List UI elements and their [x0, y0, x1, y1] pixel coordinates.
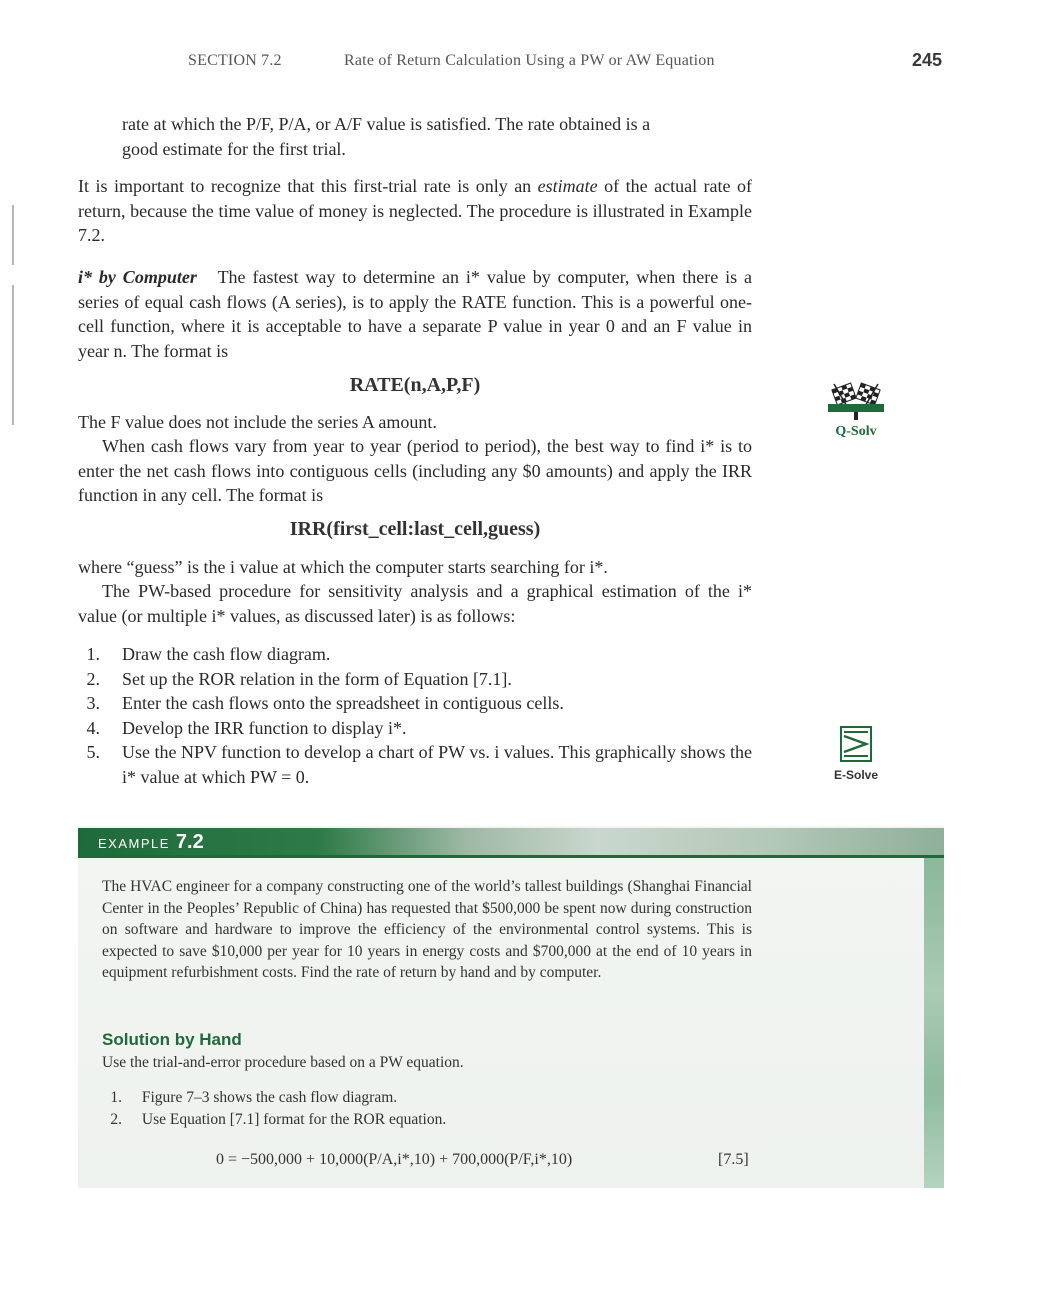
list-item-number: 1.: [86, 644, 100, 664]
paragraph-by-computer-heading: i* by Computer: [78, 267, 197, 287]
paragraph-by-computer: [78, 265, 752, 363]
list-item-number: 3.: [86, 693, 100, 713]
list-item: [78, 642, 752, 666]
list-item-text: Draw the cash flow diagram.: [122, 644, 331, 664]
paragraph-irr: When cash flows vary from year to year (period to period), the best way to find i* is to enter the net cash flows into contiguous cells (including any $0 amounts) and apply the IRR function in any cell. The format is: [78, 436, 752, 505]
esolve-icon: [838, 724, 874, 764]
list-item: [102, 1087, 397, 1109]
list-item: [78, 667, 752, 691]
example-header-bar: [78, 828, 944, 856]
list-item-number: 5.: [86, 742, 100, 762]
list-item-number: 4.: [86, 717, 100, 738]
list-item: [102, 1109, 446, 1131]
example-number: 7.2: [175, 831, 204, 853]
example-header-rule: [78, 855, 944, 858]
running-header-section: SECTION 7.2: [188, 52, 282, 69]
paragraph-continued: [122, 112, 752, 161]
list-item: [78, 691, 752, 715]
list-item-text: Use Equation [7.1] format for the ROR equation.: [141, 1111, 447, 1128]
paragraph-guess: where “guess” is the i value at which the computer starts searching for i*.: [78, 557, 608, 577]
paragraph-first-trial-a: It is important to recognize that this first-trial rate is only an: [78, 176, 538, 196]
paragraph-f-value: The F value does not include the series A amount.: [78, 412, 437, 432]
list-item-text: Set up the ROR relation in the form of Equation [7.1].: [122, 668, 512, 689]
irr-formula: IRR(first_cell:last_cell,guess): [289, 518, 541, 540]
list-item: [78, 740, 752, 790]
change-bar: [12, 285, 14, 425]
solution-steps: [102, 1087, 752, 1133]
list-item-text: Use the NPV function to develop a chart of PW vs. i values. This graphically shows the i* value at which PW = 0.: [122, 742, 752, 787]
solution-heading: Solution by Hand: [102, 1030, 242, 1049]
paragraph-first-trial-c: of the actual rate of return, because the time value of money is neglected. The procedure is illustrated in Example 7.2.: [78, 176, 753, 245]
list-item-number: 2.: [86, 668, 100, 689]
list-item-text: Figure 7–3 shows the cash flow diagram.: [141, 1089, 398, 1106]
example-label: [98, 831, 204, 854]
list-item-text: Develop the IRR function to display i*.: [122, 717, 407, 738]
running-header-title: Rate of Return Calculation Using a PW or AW Equation: [344, 52, 715, 69]
change-bar: [12, 205, 14, 265]
procedure-list: [78, 642, 752, 792]
paragraph-continued-line1: rate at which the P/F, P/A, or A/F value is satisfied. The rate obtained is a: [122, 114, 651, 134]
list-item-number: 2.: [110, 1111, 122, 1128]
list-item: [78, 716, 752, 740]
example-word: EXAMPLE: [98, 836, 170, 851]
list-item-number: 1.: [110, 1089, 122, 1106]
rate-formula: RATE(n,A,P,F): [349, 374, 481, 396]
page-number: 245: [912, 50, 943, 70]
equation-number: [7.5]: [718, 1151, 749, 1168]
example-problem: The HVAC engineer for a company constructing one of the world’s tallest buildings (Shanghai Financial Center in the Peoples’ Republic of China) has requested that $500,000 be spent now during construction on software and hardware to improve the efficiency of the environmental control systems. This is expected to save $10,000 per year for 10 years in energy costs and $700,000 at the end of 10 years in equipment refurbishment costs. Find the rate of return by hand and by computer.: [102, 878, 752, 981]
example-decorative-strip: [924, 858, 944, 1188]
list-item-text: Enter the cash flows onto the spreadsheet in contiguous cells.: [122, 693, 564, 713]
paragraph-first-trial: [78, 174, 752, 248]
paragraph-by-computer-body: The fastest way to determine an i* value by computer, when there is a series of equal cash flows (A series), is to apply the RATE function. This is a powerful one-cell function, where it is acceptable to have a separate P value in year 0 and an F value in year n. The format is: [78, 267, 752, 361]
paragraph-first-trial-emphasis: estimate: [537, 176, 598, 196]
ror-equation: 0 = −500,000 + 10,000(P/A,i*,10) + 700,000(P/F,i*,10): [216, 1151, 573, 1168]
qsolv-label: Q-Solv: [835, 424, 877, 439]
esolve-label: E-Solve: [833, 768, 878, 782]
paragraph-procedure: The PW-based procedure for sensitivity analysis and a graphical estimation of the i* value (or multiple i* values, as discussed later) is as follows:: [78, 581, 752, 626]
paragraph-continued-line2: good estimate for the first trial.: [122, 138, 346, 159]
solution-intro: Use the trial-and-error procedure based on a PW equation.: [102, 1054, 464, 1071]
